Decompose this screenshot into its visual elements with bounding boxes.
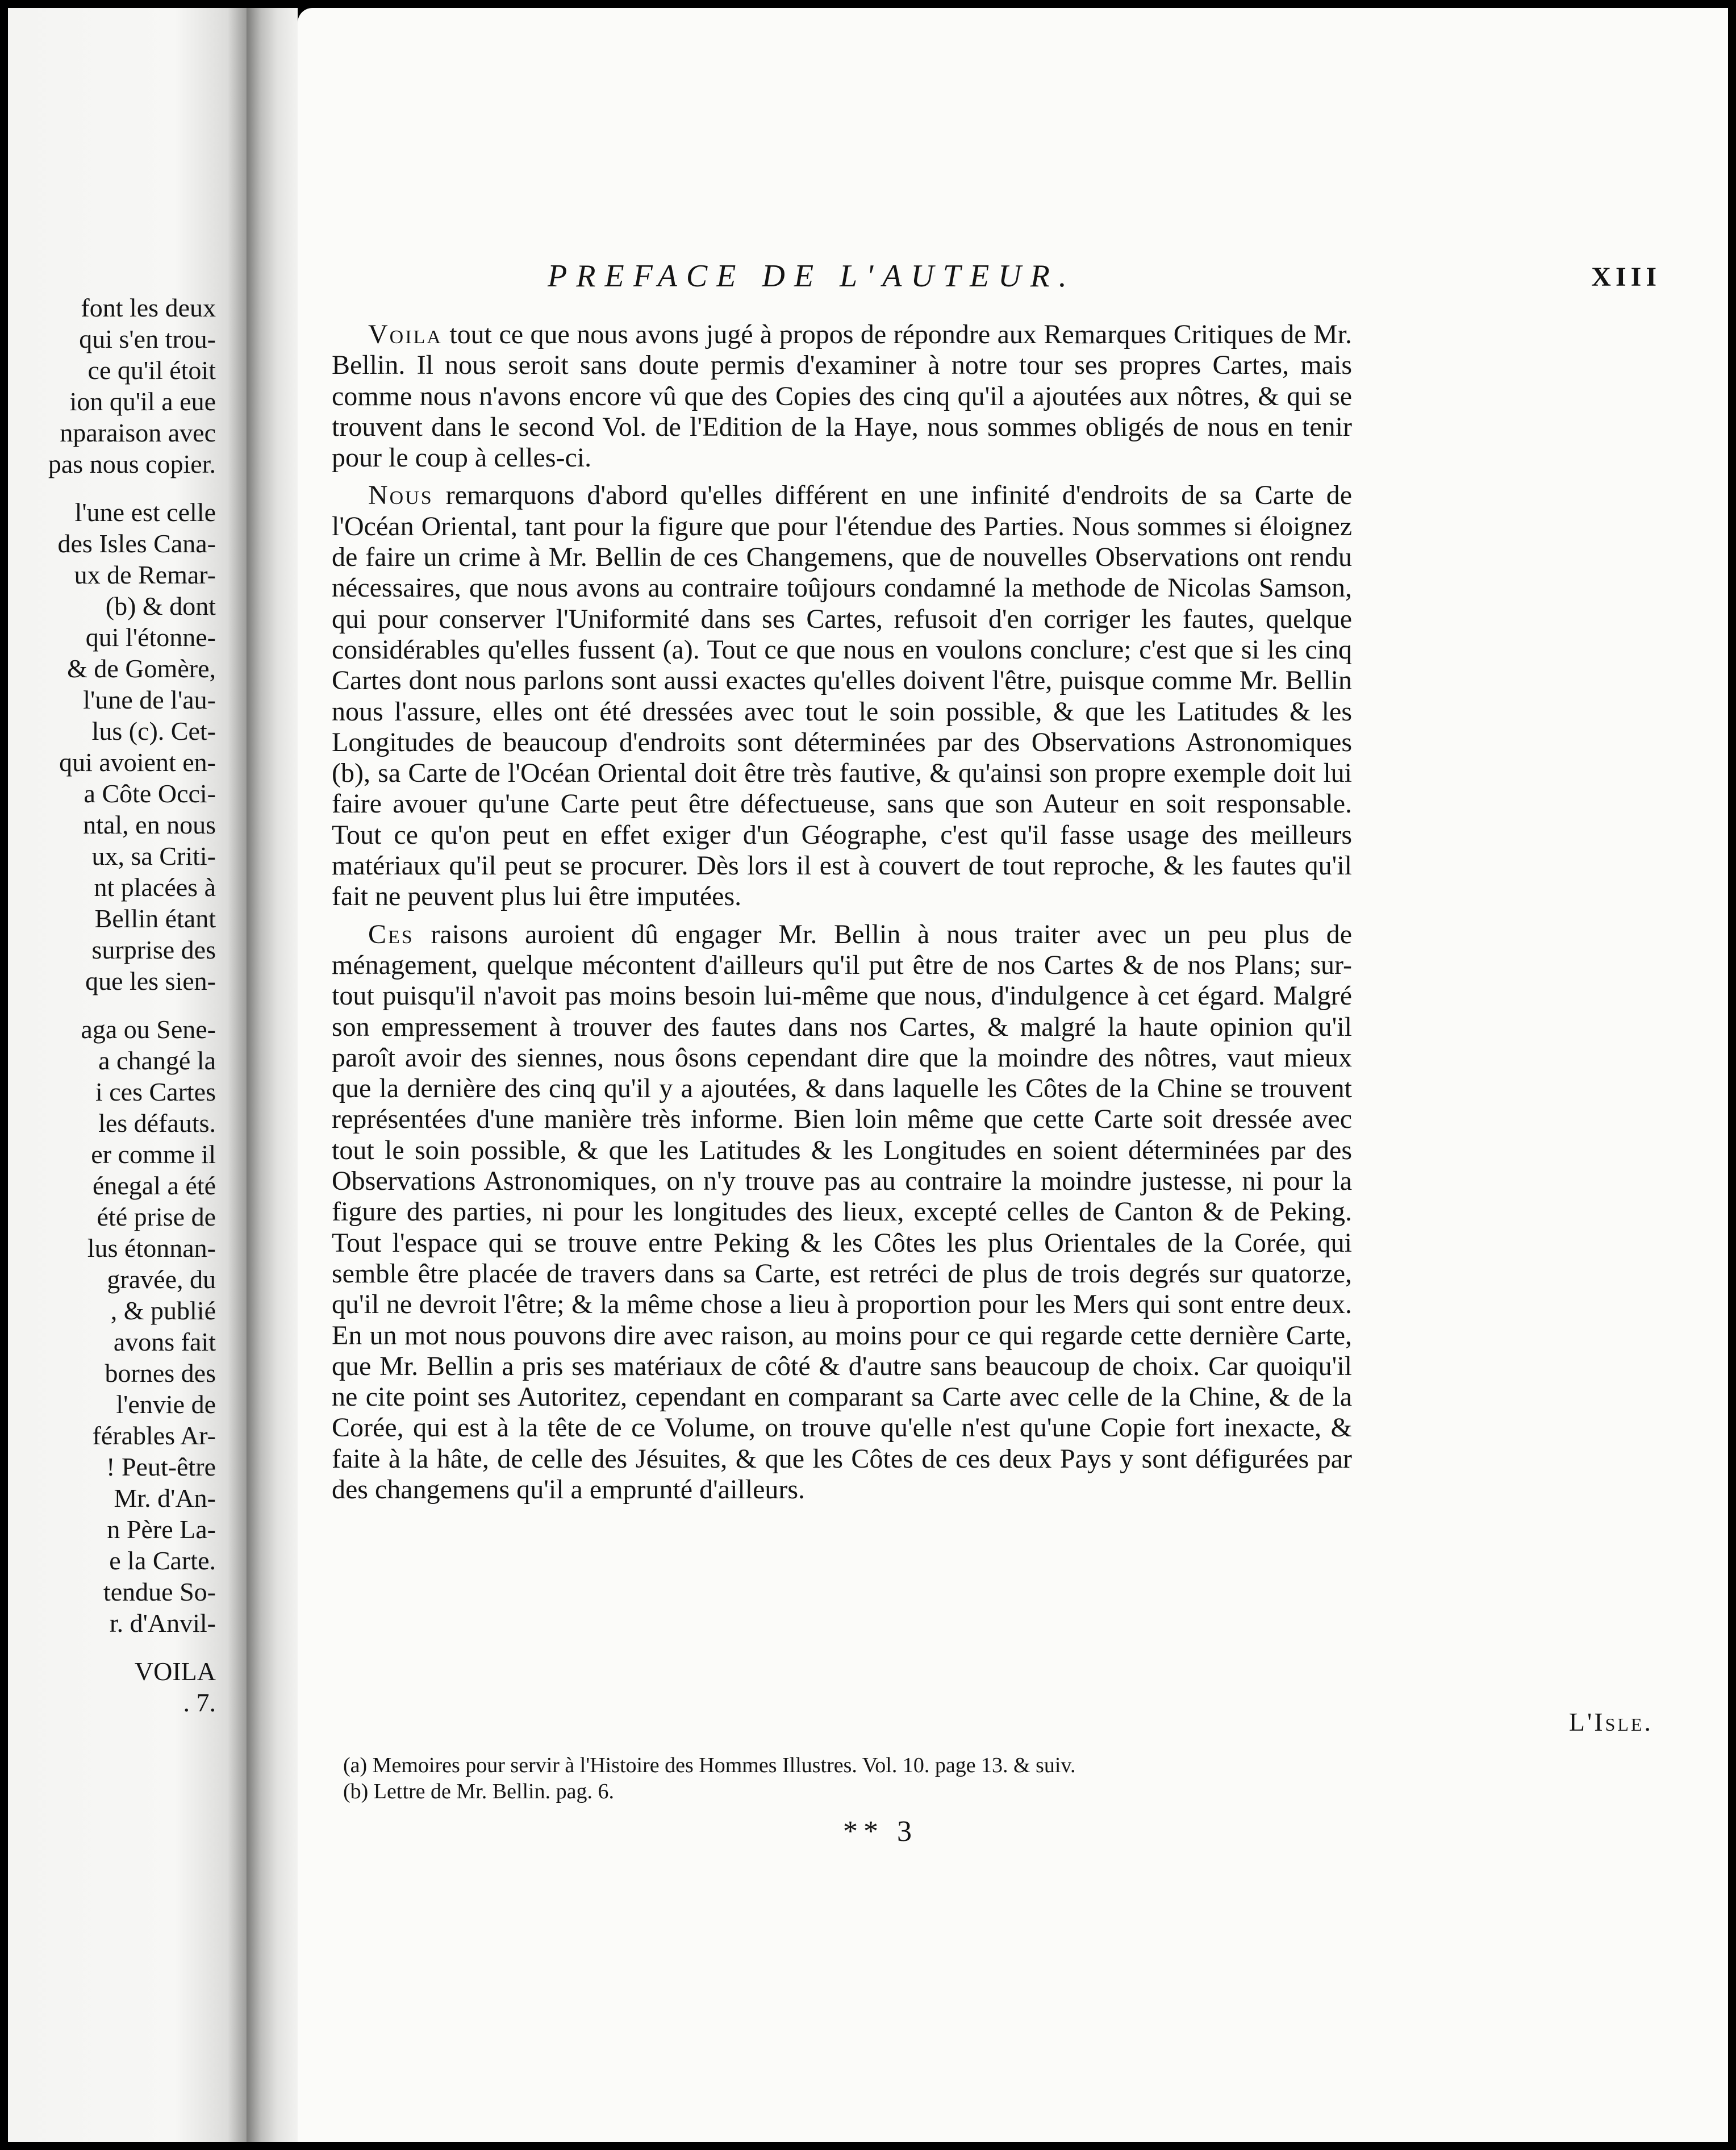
left-page-line: (b) & dont	[105, 591, 216, 620]
line-gap	[8, 1639, 247, 1656]
left-page-line: bornes des	[105, 1359, 216, 1388]
left-page-line: qui l'étonne-	[85, 623, 216, 652]
left-page-line: a Côte Occi-	[84, 779, 216, 808]
left-page-line: , & publié	[110, 1296, 216, 1325]
left-page-line: i ces Cartes	[95, 1077, 216, 1106]
left-page-line: des Isles Cana-	[57, 529, 216, 558]
left-page-line: e la Carte.	[109, 1546, 216, 1575]
left-page-line: Mr. d'An-	[114, 1484, 216, 1513]
paragraph	[332, 480, 1352, 912]
left-page-line: que les sien-	[85, 966, 216, 995]
left-page-line: l'envie de	[116, 1390, 216, 1419]
footnotes	[343, 1752, 1388, 1805]
left-page-line: surprise des	[91, 935, 216, 964]
left-page-line: ntal, en nous	[83, 810, 216, 839]
left-page-line: lus étonnan-	[87, 1234, 216, 1262]
left-page-line: l'une de l'au-	[83, 685, 216, 714]
left-page-line: a changé la	[98, 1046, 216, 1075]
left-page-line: pas nous copier.	[48, 449, 216, 478]
body-text	[332, 319, 1352, 1512]
left-page-line: férables Ar-	[92, 1421, 216, 1450]
left-page-line: les défauts.	[98, 1109, 216, 1138]
left-page-line: font les deux	[81, 293, 216, 322]
left-page-line: ! Peut-être	[106, 1452, 216, 1481]
left-page-line: l'une est celle	[74, 498, 216, 527]
footnote: (a) Memoires pour servir à l'Histoire des Hommes Illustres. Vol. 10. page 13. & suiv.	[343, 1753, 1076, 1777]
left-page-line: été prise de	[97, 1202, 216, 1231]
left-page-line: n Père La-	[107, 1515, 216, 1544]
paragraph	[332, 919, 1352, 1506]
left-page-line: er comme il	[91, 1140, 216, 1169]
left-page-line: ce qu'il étoit	[87, 356, 216, 385]
left-page-line: & de Gomère,	[67, 654, 216, 683]
left-page-line: Bellin étant	[94, 904, 216, 933]
right-page	[298, 8, 1728, 2142]
left-page-line: aga ou Sene-	[81, 1015, 216, 1044]
author-signature: L'Isle.	[1568, 1707, 1653, 1736]
left-page-line: énegal a été	[92, 1171, 216, 1200]
left-page-line: gravée, du	[107, 1265, 216, 1294]
paragraph-lead-word: Voila	[368, 319, 443, 349]
left-page-line: nt placées à	[94, 873, 216, 902]
left-page-line: . 7.	[183, 1688, 216, 1717]
printer-signature-mark: ** 3	[843, 1815, 917, 1848]
paragraph-lead-word: Nous	[368, 480, 433, 511]
paragraph-lead-word: Ces	[368, 919, 414, 949]
scan-border-left	[0, 0, 8, 2150]
left-page-line: nparaison avec	[60, 418, 216, 447]
left-page-line: qui s'en trou-	[79, 324, 216, 353]
paragraph-text: tout ce que nous avons jugé à propos de répondre aux Remarques Critiques de Mr. Bellin. Il nous seroit sans doute permis d'examiner à notre tour ses propres Cartes, mais comme nous n'avons encore vû que des Copies des cinq qu'il a ajoutées aux nôtres, & qui se trouvent dans le second Vol. de l'Edition de la Haye, nous sommes obligés de nous en tenir pour le coup à celles-ci.	[332, 319, 1352, 473]
left-page-text	[8, 292, 247, 1718]
page-number: XIII	[1591, 262, 1661, 292]
left-page-line: VOILA	[134, 1657, 216, 1686]
paragraph-text: raisons auroient dû engager Mr. Bellin à nous traiter avec un peu plus de ménagement, quelque mécontent d'ailleurs qu'il put être de nos Cartes & de nos Plans; sur-tout puisqu'il n'avoit pas moins besoin lui-même que nous, d'indulgence à cet égard. Malgré son empressement à trouver des fautes dans nos Cartes, & malgré la haute opinion qu'il paroît avoir des siennes, nous ôsons cependant dire que la moindre des nôtres, vaut mieux que la dernière des cinq qu'il y a ajoutées, & dans laquelle les Côtes de la Chine se trouvent représentées d'une manière très informe. Bien loin même que cette Carte soit dressée avec tout le soin possible, & que les Latitudes & les Longitudes en soient déterminées par des Observations Astronomiques, on n'y trouve pas au contraire la moindre justesse, ni pour la figure des parties, ni pour les longitudes des lieux, excepté celles de Canton & de Peking. Tout l'espace qui se trouve entre Peking & les Côtes les plus Orientales de la Corée, qui semble être placée de travers dans sa Carte, est retréci de plus de trois degrés sur quatorze, qu'il ne devroit l'être; & la même chose a lieu à proportion pour les Mers qui sont entre deux. En un mot nous pouvons dire avec raison, au moins pour ce qui regarde cette dernière Carte, que Mr. Bellin a pris ses matériaux de côté & d'autre sans beaucoup de choix. Car quoiqu'il ne cite point ses Autoritez, cependant en comparant sa Carte avec celle de la Chine, & de la Corée, qui est à la tête de ce Volume, on trouve qu'elle n'est qu'une Copie fort inexacte, & faite à la hâte, de celle des Jésuites, & que les Côtes de ces deux Pays y sont défigurées par des changemens qu'il a emprunté d'ailleurs.	[332, 919, 1352, 1505]
book-gutter	[247, 8, 298, 2142]
footnote: (b) Lettre de Mr. Bellin. pag. 6.	[343, 1780, 614, 1803]
running-header	[548, 258, 1661, 303]
left-page-line: ion qu'il a eue	[69, 387, 216, 416]
header-title: PREFACE DE L'AUTEUR.	[548, 259, 1076, 294]
left-page-line: r. d'Anvil-	[109, 1609, 216, 1638]
left-page-line: lus (c). Cet-	[91, 716, 216, 745]
left-page-line: ux, sa Criti-	[91, 841, 216, 870]
line-gap	[8, 997, 247, 1014]
line-gap	[8, 480, 247, 497]
left-page-line: ux de Remar-	[74, 560, 216, 589]
left-facing-page	[8, 8, 247, 2142]
scan-border-right	[1728, 0, 1736, 2150]
left-page-line: avons fait	[113, 1327, 216, 1356]
left-page-line: tendue So-	[103, 1577, 216, 1606]
paragraph-text: remarquons d'abord qu'elles différent en une infinité d'endroits de sa Carte de l'Océan Oriental, tant pour la figure que pour l'étendue des Parties. Nous sommes si éloignez de faire un crime à Mr. Bellin de ces Changemens, que de nouvelles Observations ont rendu nécessaires, que nous avons au contraire toûjours condamné la methode de Nicolas Samson, qui pour conserver l'Uniformité dans ses Cartes, refusoit d'en corriger les fautes, quelque considérables qu'elles fussent (a). Tout ce que nous en voulons conclure; c'est que si les cinq Cartes dont nous parlons sont aussi exactes qu'elles doivent l'être, puisque comme Mr. Bellin nous l'assure, elles ont été dressées avec tout le soin possible, & que les Latitudes & les Longitudes de beaucoup d'endroits sont déterminées par des Observations Astronomiques (b), sa Carte de l'Océan Oriental doit être très fautive, & qu'ainsi son propre exemple doit lui faire avouer qu'une Carte peut être défectueuse, sans que son Auteur en soit responsable. Tout ce qu'on peut en effet exiger d'un Géographe, c'est qu'il fasse usage des meilleurs matériaux qu'il peut se procurer. Dès lors il est à couvert de tout reproche, & les fautes qu'il fait ne peuvent plus lui être imputées.	[332, 480, 1352, 912]
left-page-line: qui avoient en-	[59, 748, 216, 777]
paragraph	[332, 319, 1352, 473]
